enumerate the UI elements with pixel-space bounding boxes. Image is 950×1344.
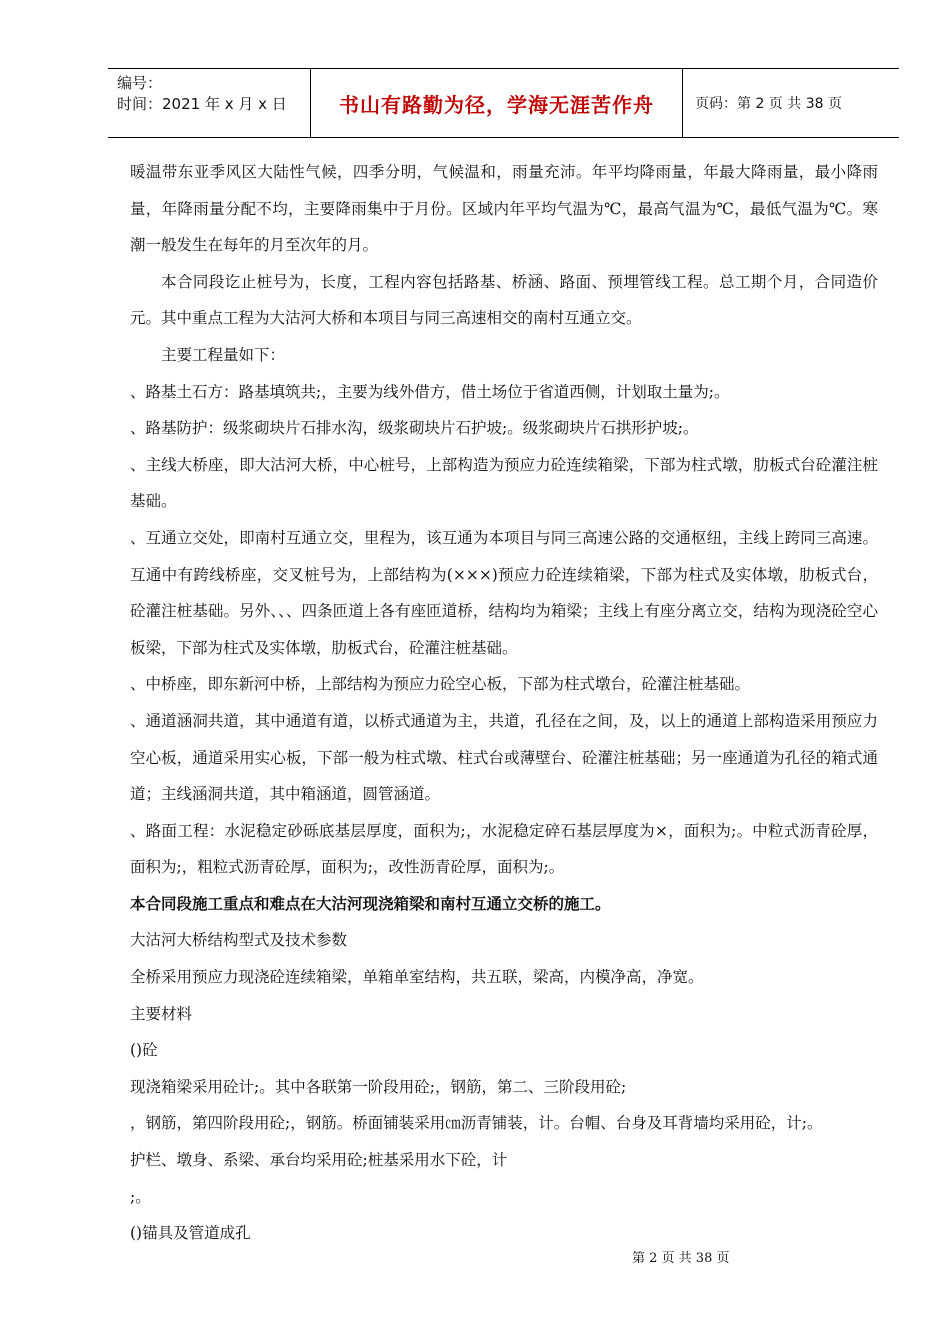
- header-motto: 书山有路勤为径，学海无涯苦作舟: [310, 69, 683, 137]
- header-meta: [108, 69, 310, 137]
- paragraph-materials-heading: 主要材料: [130, 1004, 193, 1023]
- page-header: [108, 68, 899, 138]
- paragraph-interchange: 、互通立交处，即南村互通立交，里程为，该互通为本项目与同三高速公路的交通枢纽，主线上跨同三高速。互通中有跨线桥座，交叉桩号为，上部结构为(×××)预应力砼连续箱梁，下部为柱式及实体墩，肋板式台，砼灌注桩基础。另外、、、四条匝道上各有座匝道桥，结构均为箱梁；主线上有座分离立交，结构为现浇砼空心板梁，下部为柱式及实体墩，肋板式台，砼灌注桩基础。: [130, 528, 878, 657]
- paragraph-bridge-structure-heading: 大沽河大桥结构型式及技术参数: [130, 931, 348, 950]
- paragraph-key-difficulty: 本合同段施工重点和难点在大沽河现浇箱梁和南村互通立交桥的施工。: [130, 893, 611, 913]
- paragraph-contract-scope: 本合同段讫止桩号为，长度，工程内容包括路基、桥涵、路面、预埋管线工程。总工期个月，合同造价元。其中重点工程为大沽河大桥和本项目与同三高速相交的南村互通立交。: [130, 272, 878, 328]
- document-time-label: 时间：2021 年 x 月 x 日: [117, 95, 287, 113]
- page-footer: 第 2 页 共 38 页: [632, 1251, 730, 1266]
- paragraph-climate: 暖温带东亚季风区大陆性气候，四季分明，气候温和，雨量充沛。年平均降雨量，年最大降雨量，最小降雨量，年降雨量分配不均，主要降雨集中于月份。区域内年平均气温为℃，最高气温为℃，最低气温为℃。寒潮一般发生在每年的月至次年的月。: [130, 163, 878, 255]
- paragraph-pavement: 、路面工程：水泥稳定砂砾底基层厚度，面积为;，水泥稳定碎石基层厚度为×，面积为;。中粒式沥青砼厚，面积为;，粗粒式沥青砼厚，面积为;，改性沥青砼厚，面积为;。: [130, 821, 878, 877]
- paragraph-culverts: 、通道涵洞共道，其中通道有道，以桥式通道为主，共道，孔径在之间，及，以上的通道上部构造采用预应力空心板，通道采用实心板，下部一般为柱式墩、柱式台或薄壁台、砼灌注桩基础；另一座通道为孔径的箱式通道；主线涵洞共道，其中箱涵道，圆管涵道。: [130, 711, 878, 804]
- paragraph-anchorage-heading: ()锚具及管道成孔: [130, 1224, 251, 1243]
- document-number-label: 编号：: [117, 74, 163, 92]
- paragraph-concrete-3: 护栏、墩身、系梁、承台均采用砼;桩基采用水下砼，计: [130, 1151, 508, 1170]
- paragraph-concrete-1: 现浇箱梁采用砼计;。其中各联第一阶段用砼;，钢筋，第二、三阶段用砼;: [130, 1077, 627, 1096]
- paragraph-concrete-heading: ()砼: [130, 1041, 158, 1060]
- paragraph-concrete-2: ，钢筋，第四阶段用砼;，钢筋。桥面铺装采用㎝沥青铺装，计。台帽、台身及耳背墙均采用砼，计;。: [130, 1114, 823, 1133]
- paragraph-main-bridge: 、主线大桥座，即大沽河大桥，中心桩号，上部构造为预应力砼连续箱梁，下部为柱式墩，肋板式台砼灌注桩基础。: [130, 455, 878, 511]
- paragraph-medium-bridge: 、中桥座，即东新河中桥，上部结构为预应力砼空心板，下部为柱式墩台，砼灌注桩基础。: [130, 675, 751, 694]
- document-body: [130, 154, 878, 1252]
- paragraph-quantities-heading: 主要工程量如下：: [161, 345, 286, 364]
- paragraph-concrete-4: ;。: [130, 1187, 151, 1206]
- header-page-info: 页码：第 2 页 共 38 页: [695, 96, 842, 112]
- paragraph-protection: 、路基防护：级浆砌块片石排水沟，级浆砌块片石护坡;。级浆砌块片石拱形护坡;。: [130, 419, 699, 438]
- paragraph-earthwork: 、路基土石方：路基填筑共;，主要为线外借方，借土场位于省道西侧，计划取土量为;。: [130, 382, 730, 401]
- paragraph-bridge-structure: 全桥采用预应力现浇砼连续箱梁，单箱单室结构，共五联，梁高，内模净高，净宽。: [130, 968, 704, 987]
